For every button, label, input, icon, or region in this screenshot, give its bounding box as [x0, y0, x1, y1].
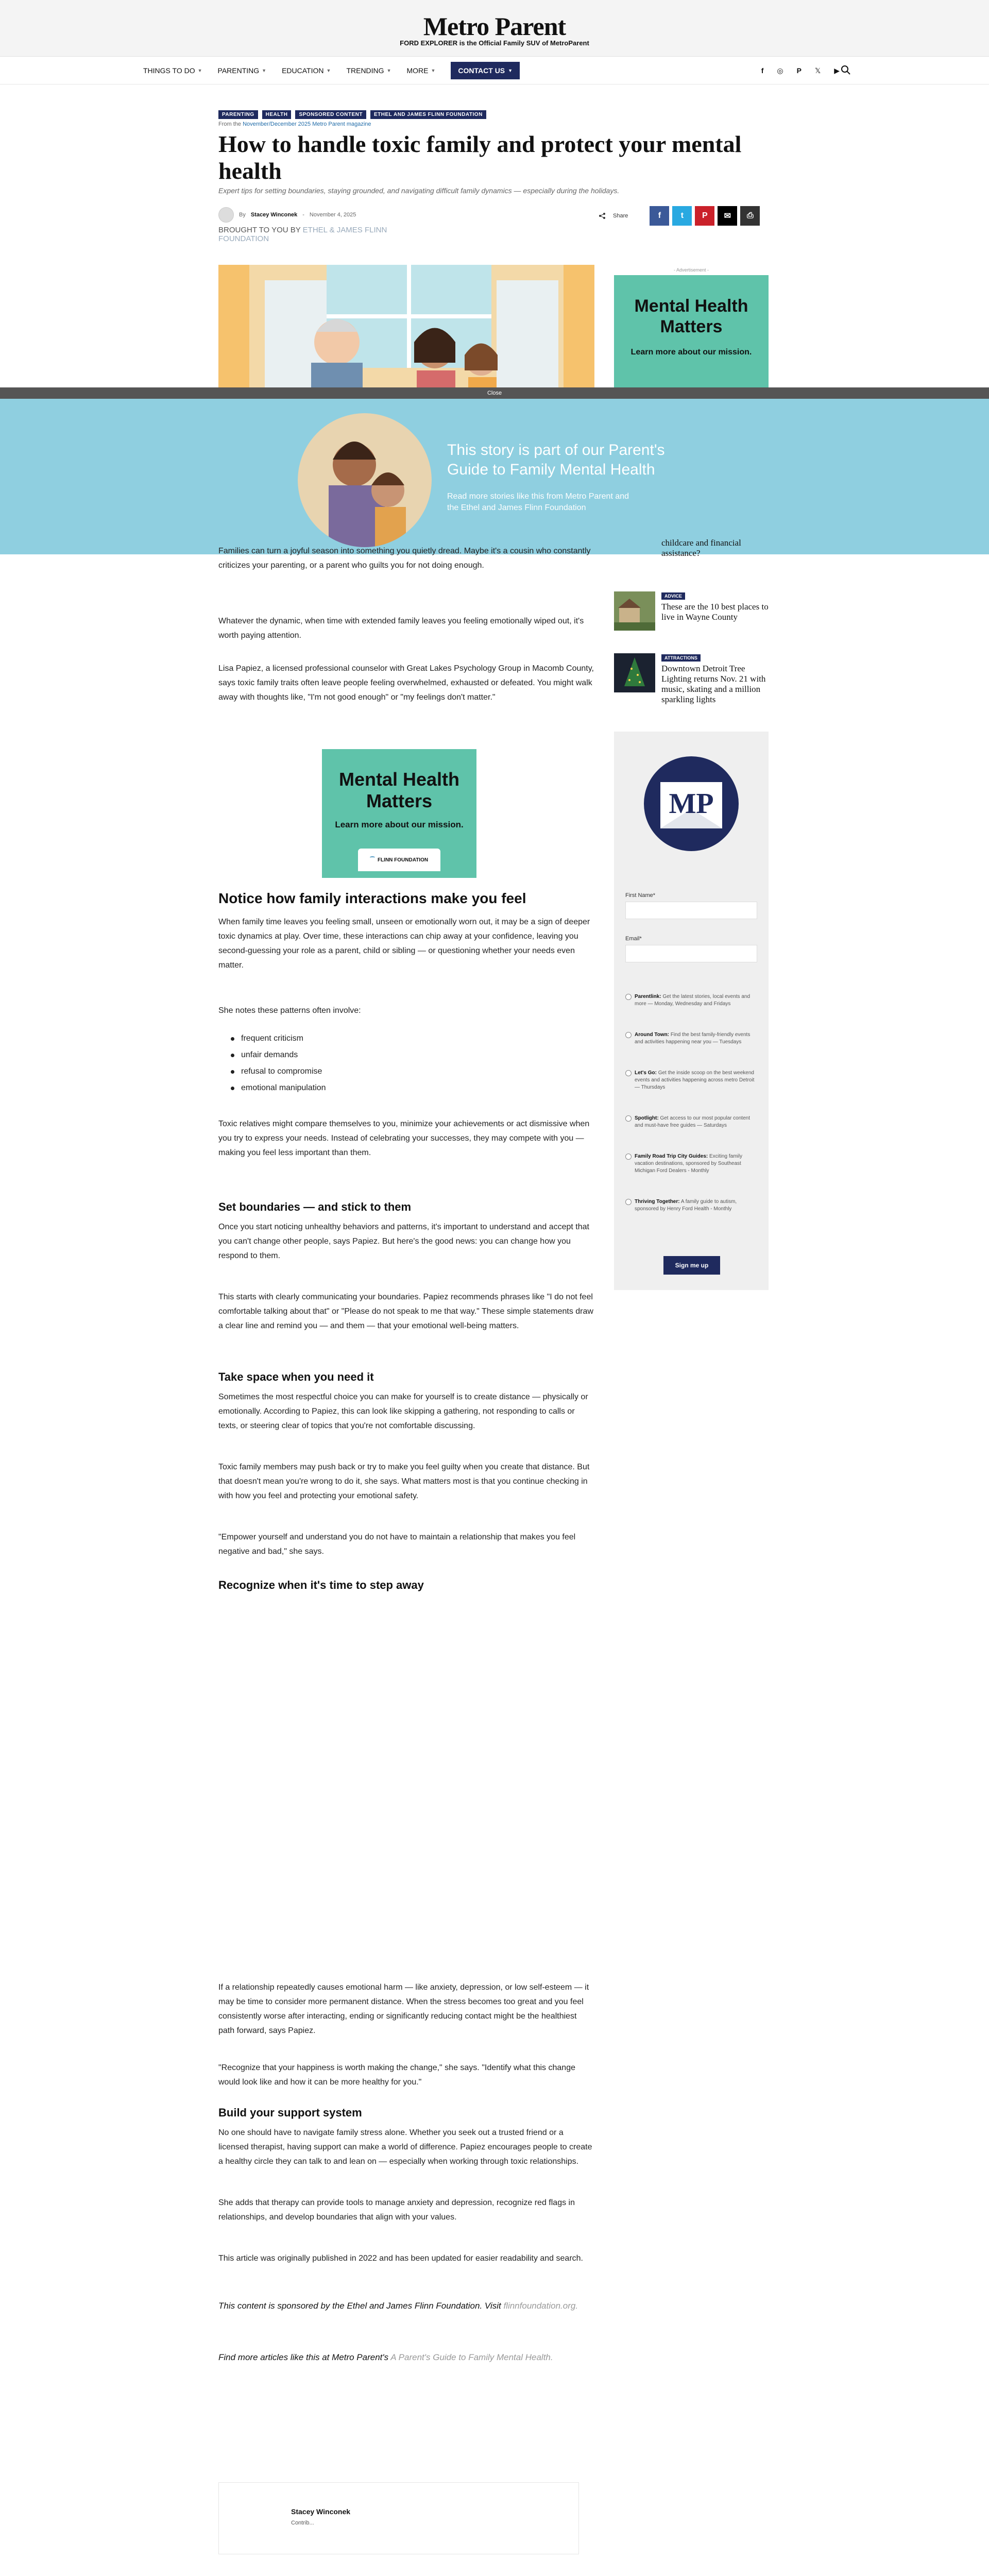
flinn-logo — [358, 849, 440, 871]
nav-item-parenting[interactable] — [218, 66, 267, 75]
email-input[interactable] — [625, 945, 757, 962]
pinterest-share-button[interactable] — [695, 206, 714, 226]
tag-health[interactable]: HEALTH — [262, 110, 292, 119]
section-heading: Notice how family interactions make you feel — [218, 890, 526, 906]
ad-cta: Learn more about our mission. — [630, 348, 752, 357]
pinterest-icon: P — [702, 211, 708, 220]
share-label: Share — [613, 213, 628, 219]
ad-title: Mental Health Matters — [338, 769, 460, 811]
pinterest-icon[interactable]: P — [796, 66, 802, 75]
sidebar-story[interactable] — [614, 591, 769, 633]
social-links — [761, 57, 840, 84]
paragraph: Toxic relatives might compare themselves to you, minimize your achievements or act dismissive when you try to express your needs. Instead of celebrating your successes, they may compete with you — making you feel less important than them. — [218, 1120, 590, 1157]
facebook-share-button[interactable] — [650, 206, 669, 226]
first-name-input[interactable] — [625, 902, 757, 919]
publish-date: November 4, 2025 — [309, 212, 356, 218]
sponsor-site-link[interactable]: flinnfoundation.org. — [503, 2301, 578, 2311]
chevron-down-icon: ▼ — [262, 68, 267, 73]
option-name: Parentlink: — [635, 994, 661, 999]
option-name: Let's Go: — [635, 1070, 657, 1076]
youtube-icon[interactable]: ▶ — [834, 66, 840, 75]
option-desc: Exciting family vacation destinations, sponsored by Southeast Michigan Ford Dealers - Monthly — [635, 1154, 742, 1174]
x-icon[interactable]: 𝕏 — [814, 66, 821, 75]
paragraph-intro: Families can turn a joyful season into something you quietly dread. Maybe it's a cousin who constantly criticizes your parenting, or a parent who guilts you for not doing enough. — [218, 547, 591, 570]
ad-cta: Learn more about our mission. — [335, 820, 464, 829]
twitter-icon: t — [680, 211, 684, 220]
story-category[interactable]: ADVICE — [661, 592, 685, 600]
paragraph: Once you start noticing unhealthy behaviors and patterns, it's important to understand and accept that you can't change other people, says Papiez. But here's the good news: you can change how you respond to them. — [218, 1223, 589, 1260]
sidebar-story[interactable] — [614, 536, 769, 577]
chevron-down-icon: ▼ — [326, 68, 331, 73]
overlay-close-button[interactable]: Close — [0, 387, 989, 399]
email-icon: ✉ — [724, 212, 731, 221]
category-tags — [218, 110, 486, 119]
paragraph: "Empower yourself and understand you do not have to maintain a relationship that makes you feel negative and bad," she says. — [218, 1533, 576, 1556]
author-box — [218, 2482, 579, 2554]
find-more — [218, 2350, 594, 2365]
chevron-down-icon: ▼ — [197, 68, 202, 73]
section-heading: Take space when you need it — [218, 1370, 374, 1383]
paragraph: She notes these patterns often involve: — [218, 1006, 361, 1015]
facebook-icon[interactable]: f — [761, 66, 764, 75]
story-thumbnail[interactable] — [614, 591, 655, 631]
share-icon — [599, 212, 606, 219]
nav-item-education[interactable] — [282, 66, 331, 75]
section-heading: Set boundaries — and stick to them — [218, 1200, 412, 1213]
facebook-icon: f — [658, 211, 661, 220]
nav-label: EDUCATION — [282, 66, 324, 75]
sponsor-line: This content is sponsored by the Ethel and James Flinn Foundation. Visit — [218, 2301, 501, 2311]
email-label: Email* — [625, 936, 642, 942]
chevron-down-icon: ▼ — [431, 68, 436, 73]
sponsor-note — [218, 2299, 594, 2313]
nav-label: MORE — [406, 66, 429, 75]
search-icon[interactable] — [841, 65, 851, 75]
print-share-button[interactable] — [740, 206, 760, 226]
option-desc: Find the best family-friendly events and activities happening near you — Tuesdays — [635, 1032, 751, 1045]
dash-separator: - — [302, 212, 304, 218]
story-title[interactable]: Downtown Detroit Tree Lighting returns Nov. 21 with music, skating and a million sparkling lights — [661, 664, 766, 704]
site-header — [0, 0, 989, 57]
list-item: emotional manipulation — [230, 1080, 590, 1096]
twitter-share-button[interactable] — [672, 206, 692, 226]
option-name: Around Town: — [635, 1032, 670, 1038]
first-name-label: First Name* — [625, 892, 656, 899]
nav-label: PARENTING — [217, 66, 260, 75]
brought-prefix: BROUGHT TO YOU BY — [218, 226, 301, 234]
paragraph: "Recognize that your happiness is worth making the change," she says. "Identify what this change would look like and how it can be more healthy for you." — [218, 2063, 575, 2087]
promo-title: This story is part of our Parent's Guide to Family Mental Health — [447, 442, 665, 478]
author-name[interactable]: Stacey Winconek — [291, 2507, 351, 2516]
list-item: frequent criticism — [230, 1030, 590, 1047]
tag-sponsored[interactable]: SPONSORED CONTENT — [295, 110, 366, 119]
flinn-mark-icon: ⁀ — [370, 857, 374, 863]
option-name: Spotlight: — [635, 1115, 659, 1121]
tag-parenting[interactable]: PARENTING — [218, 110, 258, 119]
issue-link[interactable]: November/December 2025 Metro Parent magazine — [243, 121, 371, 127]
paragraph: Sometimes the most respectful choice you can make for yourself is to create distance — physically or emotionally. According to Papiez, this can look like skipping a gathering, not responding to calls or texts, or steering clear of topics that you're not comfortable discussing. — [218, 1393, 588, 1430]
option-desc: Get the latest stories, local events and more — Monday, Wednesday and Fridays — [635, 994, 751, 1007]
paragraph: Lisa Papiez, a licensed professional counselor with Great Lakes Psychology Group in Macomb County, says toxic family traits often leave people feeling overwhelmed, exhausted or defeated. You might walk away with thoughts like, "I'm not good enough" or "my feelings don't matter." — [218, 664, 594, 702]
option-name: Family Road Trip City Guides: — [635, 1154, 708, 1159]
list-item: unfair demands — [230, 1047, 590, 1063]
paragraph: No one should have to navigate family stress alone. Whether you seek out a trusted friend or a licensed therapist, having support can make a world of difference. Papiez encourages people to create a healthy circle they can talk to and lean on — especially when working through toxic relationships. — [218, 2128, 592, 2166]
flinn-label: FLINN FOUNDATION — [377, 857, 429, 863]
inline-ad[interactable] — [322, 749, 476, 878]
nav-label: THINGS TO DO — [143, 66, 195, 75]
tag-flinn[interactable]: ETHEL AND JAMES FLINN FOUNDATION — [370, 110, 486, 119]
by-prefix: By — [239, 212, 246, 218]
contact-us-button[interactable] — [451, 62, 520, 79]
sponsor-link[interactable]: ETHEL & JAMES FLINN FOUNDATION — [218, 226, 387, 243]
sidebar-ad[interactable] — [614, 275, 769, 399]
section-heading: Build your support system — [218, 2106, 362, 2119]
print-icon: ⎙ — [746, 211, 754, 220]
option-desc: Get access to our most popular content and must-have free guides — Saturdays — [635, 1115, 750, 1128]
email-share-button[interactable] — [718, 206, 737, 226]
brought-to-you-by — [218, 226, 424, 243]
ad-title: Mental Health Matters — [634, 296, 748, 336]
newsletter-signup — [614, 732, 769, 1290]
chevron-down-icon: ▼ — [508, 68, 513, 73]
paragraph: Toxic family members may push back or try to make you feel guilty when you create that distance. But that doesn't mean you're wrong to do it, she says. What matters most is that you continue checking in with how you feel and protecting your emotional safety. — [218, 1463, 590, 1500]
promo-illustration — [298, 413, 432, 547]
newsletter-option[interactable] — [625, 1031, 759, 1046]
advertisement-label: - Advertisement - — [673, 267, 709, 273]
option-desc: A family guide to autism, sponsored by Henry Ford Health - Monthly — [635, 1199, 737, 1212]
story-thumbnail[interactable] — [614, 653, 655, 692]
story-title[interactable]: childcare and financial assistance? — [661, 538, 741, 558]
byline — [218, 207, 356, 223]
mp-logo-text: MP — [669, 788, 714, 820]
contact-label: CONTACT US — [458, 66, 505, 75]
nav-item-trending[interactable] — [346, 66, 391, 75]
author-link[interactable]: Stacey Winconek — [250, 212, 298, 218]
sidebar-story[interactable] — [614, 653, 769, 704]
article-title: How to handle toxic family and protect your mental health — [218, 131, 742, 184]
list-item: refusal to compromise — [230, 1063, 590, 1080]
author-avatar[interactable] — [218, 207, 234, 223]
share-bar-top — [599, 206, 760, 226]
site-tagline: FORD EXPLORER is the Official Family SUV of MetroParent — [400, 39, 589, 47]
find-more-text: Find more articles like this at Metro Parent's — [218, 2352, 389, 2362]
promo-text: Read more stories like this from Metro Parent and the Ethel and James Flinn Foundation — [447, 492, 629, 512]
paragraph: She adds that therapy can provide tools to manage anxiety and depression, recognize red flags in relationships, and develop boundaries that align with your values. — [218, 2198, 575, 2222]
paragraph: This article was originally published in 2022 and has been updated for easier readability and search. — [218, 2254, 583, 2263]
newsletter-option[interactable] — [625, 993, 759, 1008]
paragraph: This starts with clearly communicating your boundaries. Papiez recommends phrases like "I do not feel comfortable talking about that" or "Please do not speak to me that way." These simple statements draw a clear line and remind you — and them — that your emotional well-being matters. — [218, 1293, 593, 1330]
main-nav — [0, 57, 989, 84]
from-issue — [218, 121, 371, 127]
instagram-icon[interactable]: ◎ — [777, 66, 783, 75]
nav-item-more[interactable] — [406, 66, 435, 75]
site-logo[interactable]: Metro Parent — [423, 12, 566, 41]
pattern-list — [230, 1030, 590, 1096]
guide-link[interactable]: A Parent's Guide to Family Mental Health. — [390, 2352, 553, 2362]
option-name: Thriving Together: — [635, 1199, 680, 1205]
sign-up-button[interactable]: Sign me up — [663, 1256, 720, 1275]
newsletter-option[interactable] — [625, 1070, 759, 1091]
mp-logo — [640, 752, 743, 855]
newsletter-option[interactable] — [625, 1198, 759, 1213]
paragraph: If a relationship repeatedly causes emotional harm — like anxiety, depression, or low self-esteem — it may be time to consider more permanent distance. When the stress becomes too great and you feel consistently worse after interacting, ending or significantly reducing contact might be the healthiest path forward, says Papiez. — [218, 1983, 589, 2035]
nav-item-things-to-do[interactable] — [143, 66, 202, 75]
author-meta: Contrib... — [291, 2520, 314, 2526]
story-title[interactable]: These are the 10 best places to live in Wayne County — [661, 602, 769, 622]
paragraph: When family time leaves you feeling small, unseen or emotionally worn out, it may be a sign of deeper toxic dynamics at play. Over time, these interactions can chip away at your confidence, leaving you second-guessing your role as a parent, child or sibling — or questioning whether your needs even matter. — [218, 918, 590, 970]
option-desc: Get the inside scoop on the best weekend events and activities happening across metro Detroit — Thursdays — [635, 1070, 755, 1090]
from-issue-prefix: From the — [218, 121, 242, 127]
section-heading: Recognize when it's time to step away — [218, 1579, 424, 1591]
newsletter-option[interactable] — [625, 1115, 759, 1129]
article-subtitle: Expert tips for setting boundaries, staying grounded, and navigating difficult family dynamics — especially during the holidays. — [218, 187, 620, 195]
chevron-down-icon: ▼ — [386, 68, 391, 73]
newsletter-option[interactable] — [625, 1153, 759, 1175]
hero-illustration — [218, 265, 594, 399]
story-category[interactable]: ATTRACTIONS — [661, 654, 701, 662]
paragraph: Whatever the dynamic, when time with extended family leaves you feeling emotionally wiped out, it's worth paying attention. — [218, 617, 584, 640]
nav-label: TRENDING — [346, 66, 384, 75]
